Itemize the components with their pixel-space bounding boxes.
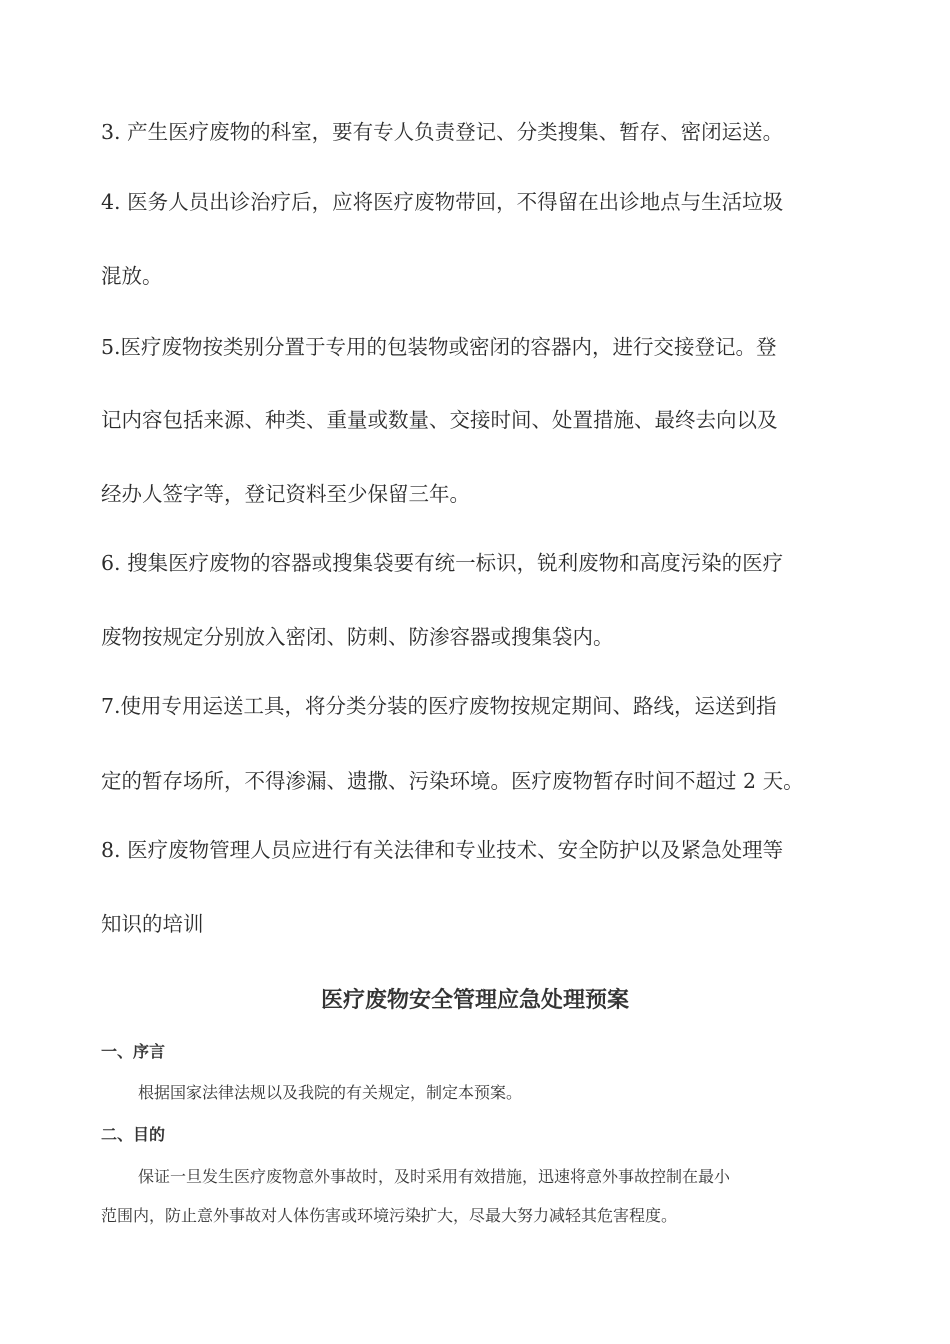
preface-text: 根据国家法律法规以及我院的有关规定，制定本预案。	[138, 1083, 523, 1102]
body-line: 5.医疗废物按类别分置于专用的包装物或密闭的容器内，进行交接登记。登	[101, 335, 777, 359]
purpose-heading: 二、目的	[101, 1125, 166, 1144]
body-line: 7.使用专用运送工具，将分类分装的医疗废物按规定期间、路线，运送到指	[101, 694, 777, 718]
preface-heading: 一、序言	[101, 1042, 166, 1061]
body-line: 经办人签字等，登记资料至少保留三年。	[101, 482, 470, 506]
body-line: 混放。	[101, 264, 163, 288]
body-line: 知识的培训	[101, 912, 204, 936]
body-line: 6. 搜集医疗废物的容器或搜集袋要有统一标识，锐利废物和高度污染的医疗	[101, 551, 784, 575]
body-line: 定的暂存场所，不得渗漏、遗撒、污染环境。医疗废物暂存时间不超过 2 天。	[101, 769, 804, 793]
purpose-text-line: 范围内，防止意外事故对人体伤害或环境污染扩大，尽最大努力减轻其危害程度。	[101, 1206, 678, 1225]
body-line: 4. 医务人员出诊治疗后，应将医疗废物带回，不得留在出诊地点与生活垃圾	[101, 190, 784, 214]
section-title: 医疗废物安全管理应急处理预案	[320, 988, 629, 1013]
body-line: 3. 产生医疗废物的科室，要有专人负责登记、分类搜集、暂存、密闭运送。	[101, 120, 784, 144]
body-line: 8. 医疗废物管理人员应进行有关法律和专业技术、安全防护以及紧急处理等	[101, 838, 784, 862]
body-line: 记内容包括来源、种类、重量或数量、交接时间、处置措施、最终去向以及	[101, 408, 778, 432]
body-line: 废物按规定分别放入密闭、防刺、防渗容器或搜集袋内。	[101, 625, 614, 649]
purpose-text-line: 保证一旦发生医疗废物意外事故时，及时采用有效措施，迅速将意外事故控制在最小	[138, 1167, 731, 1186]
